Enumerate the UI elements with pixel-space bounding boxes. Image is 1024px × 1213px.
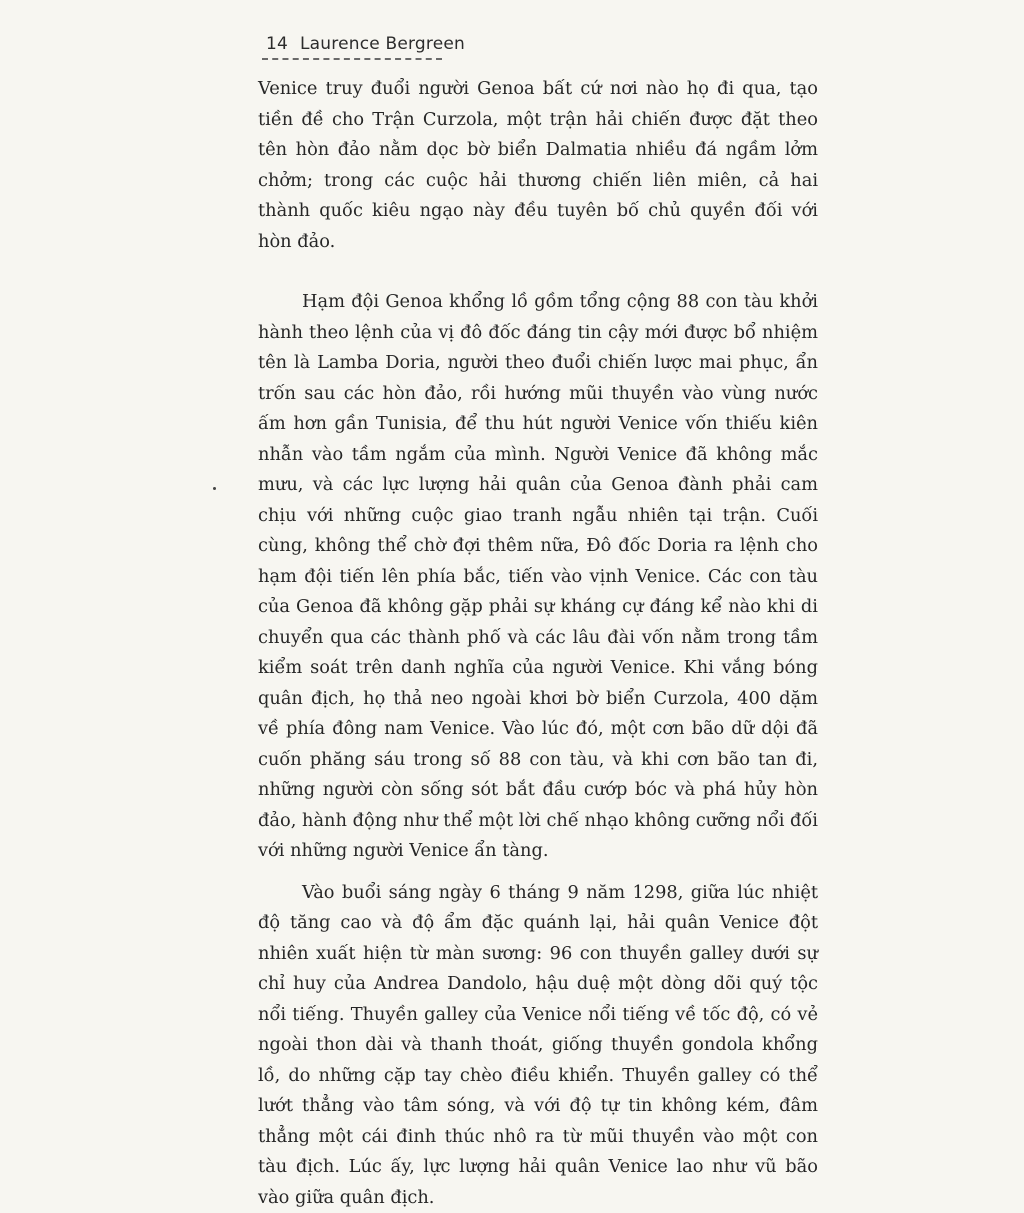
running-header [262,30,442,60]
paragraph-2: Hạm đội Genoa khổng lồ gồm tổng cộng 88 con tàu khởi hành theo lệnh của vị đô đốc đáng tin cậy mới được bổ nhiệm tên là Lamba Doria, người theo đuổi chiến lược mai phục, ẩn trốn sau các hòn đảo, rồi hướng mũi thuyền vào vùng nước ấm hơn gần Tunisia, để thu hút người Venice vốn thiếu kiên nhẫn vào tầm ngắm của mình. Người Venice đã không mắc mưu, và các lực lượng hải quân của Genoa đành phải cam chịu với những cuộc giao tranh ngẫu nhiên tại trận. Cuối cùng, không thể chờ đợi thêm nữa, Đô đốc Doria ra lệnh cho hạm đội tiến lên phía bắc, tiến vào vịnh Venice. Các con tàu của Genoa đã không gặp phải sự kháng cự đáng kể nào khi di chuyển qua các thành phố và các lâu đài vốn nằm trong tầm kiểm soát trên danh nghĩa của người Venice. Khi vắng bóng quân địch, họ thả neo ngoài khơi bờ biển Curzola, 400 dặm về phía đông nam Venice. Vào lúc đó, một cơn bão dữ dội đã cuốn phăng sáu trong số 88 con tàu, và khi cơn bão tan đi, những người còn sống sót bắt đầu cướp bóc và phá hủy hòn đảo, hành động như thể một lời chế nhạo không cưỡng nổi đối với những người Venice ẩn tàng. [258,287,818,867]
body-text [258,74,818,1213]
running-header-author: Laurence Bergreen [300,34,465,54]
stray-ink-dot [213,487,216,490]
paragraph-1: Venice truy đuổi người Genoa bất cứ nơi nào họ đi qua, tạo tiền đề cho Trận Curzola, một trận hải chiến được đặt theo tên hòn đảo nằm dọc bờ biển Dalmatia nhiều đá ngầm lởm chởm; trong các cuộc hải thương chiến liên miên, cả hai thành quốc kiêu ngạo này đều tuyên bố chủ quyền đối với hòn đảo. [258,74,818,257]
paragraph-3: Vào buổi sáng ngày 6 tháng 9 năm 1298, giữa lúc nhiệt độ tăng cao và độ ẩm đặc quánh lại, hải quân Venice đột nhiên xuất hiện từ màn sương: 96 con thuyền galley dưới sự chỉ huy của Andrea Dandolo, hậu duệ một dòng dõi quý tộc nổi tiếng. Thuyền galley của Venice nổi tiếng về tốc độ, có vẻ ngoài thon dài và thanh thoát, giống thuyền gondola khổng lồ, do những cặp tay chèo điều khiển. Thuyền galley có thể lướt thẳng vào tâm sóng, và với độ tự tin không kém, đâm thẳng một cái đinh thúc nhô ra từ mũi thuyền vào một con tàu địch. Lúc ấy, lực lượng hải quân Venice lao như vũ bão vào giữa quân địch. [258,878,818,1213]
page-number: 14 [262,30,300,58]
